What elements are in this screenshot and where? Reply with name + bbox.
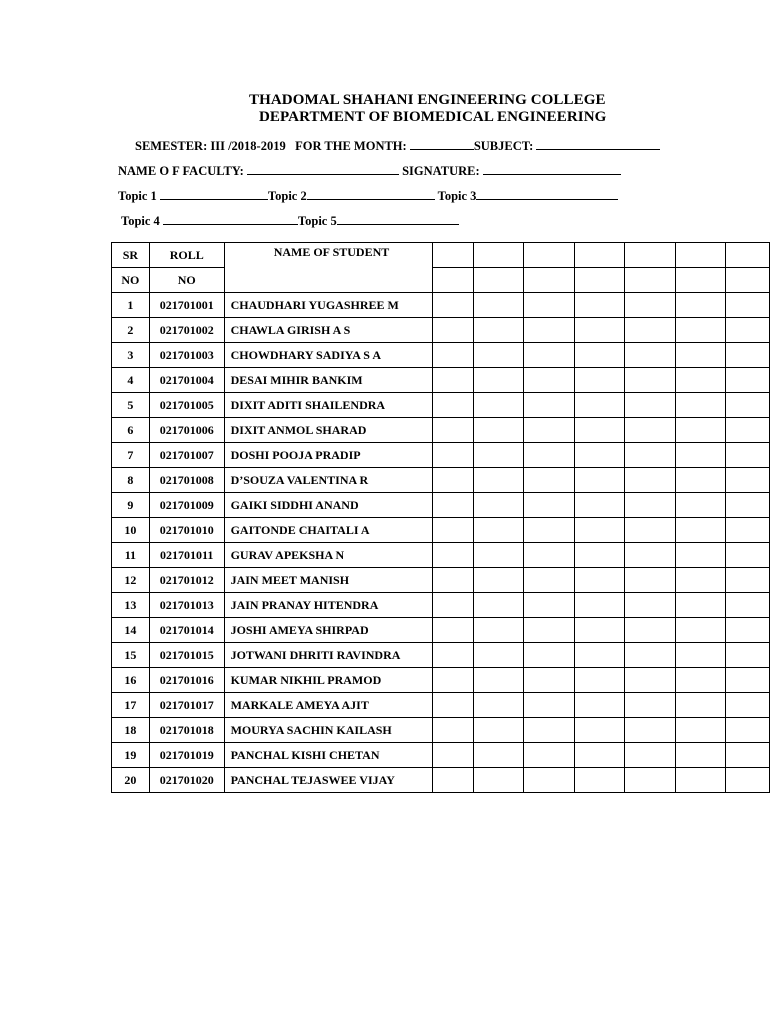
roll-no-cell: 021701010 [149,518,224,543]
table-row [112,693,770,718]
header-blank-cell [625,243,675,268]
faculty-label: NAME O F FACULTY: [118,164,244,178]
table-row [112,743,770,768]
attendance-mark-cell[interactable] [574,493,624,518]
attendance-mark-cell[interactable] [726,493,770,518]
month-label: FOR THE MONTH: [295,139,407,153]
attendance-mark-cell[interactable] [433,768,474,793]
attendance-mark-cell[interactable] [524,718,574,743]
header-blank-cell [473,243,523,268]
attendance-mark-cell[interactable] [433,693,474,718]
attendance-mark-cell[interactable] [574,368,624,393]
attendance-mark-cell[interactable] [625,768,675,793]
attendance-mark-cell[interactable] [625,568,675,593]
header-blank-cell [433,268,474,293]
attendance-mark-cell[interactable] [433,668,474,693]
roll-no-cell: 021701005 [149,393,224,418]
table-row [112,568,770,593]
attendance-mark-cell[interactable] [433,743,474,768]
attendance-mark-cell[interactable] [574,468,624,493]
roll-no-cell: 021701014 [149,618,224,643]
topic2-label: Topic 2 [267,189,307,203]
attendance-mark-cell[interactable] [625,468,675,493]
roll-no-cell: 021701020 [149,768,224,793]
attendance-mark-cell[interactable] [524,318,574,343]
signature-label: SIGNATURE: [402,164,480,178]
subject-label: SUBJECT: [473,139,534,153]
sr-cell: 19 [112,743,150,768]
roll-no-cell: 021701003 [149,343,224,368]
attendance-mark-cell[interactable] [675,643,725,668]
roll-no-cell: 021701001 [149,293,224,318]
topics-line-2 [121,212,459,229]
header-blank-cell [574,243,624,268]
attendance-mark-cell[interactable] [675,718,725,743]
attendance-mark-cell[interactable] [726,668,770,693]
attendance-mark-cell[interactable] [433,468,474,493]
attendance-mark-cell[interactable] [433,543,474,568]
table-row [112,393,770,418]
table-row [112,343,770,368]
header-blank-cell [524,268,574,293]
attendance-mark-cell[interactable] [726,343,770,368]
sr-cell: 2 [112,318,150,343]
attendance-mark-cell[interactable] [524,668,574,693]
attendance-mark-cell[interactable] [625,518,675,543]
attendance-mark-cell[interactable] [675,493,725,518]
roll-no-cell: 021701017 [149,693,224,718]
attendance-mark-cell[interactable] [524,468,574,493]
attendance-mark-cell[interactable] [433,493,474,518]
table-row [112,768,770,793]
attendance-mark-cell[interactable] [473,593,523,618]
attendance-mark-cell[interactable] [726,293,770,318]
table-row [112,418,770,443]
student-name-cell: KUMAR NIKHIL PRAMOD [224,668,433,693]
attendance-mark-cell[interactable] [473,668,523,693]
attendance-mark-cell[interactable] [675,668,725,693]
header-sr-no: NO [112,268,150,293]
attendance-mark-cell[interactable] [524,393,574,418]
attendance-mark-cell[interactable] [625,293,675,318]
header-blank-cell [726,268,770,293]
attendance-mark-cell[interactable] [675,743,725,768]
table-row [112,493,770,518]
attendance-mark-cell[interactable] [675,468,725,493]
attendance-mark-cell[interactable] [675,393,725,418]
attendance-mark-cell[interactable] [473,468,523,493]
student-name-cell: CHOWDHARY SADIYA S A [224,343,433,368]
attendance-mark-cell[interactable] [574,568,624,593]
attendance-mark-cell[interactable] [473,443,523,468]
attendance-mark-cell[interactable] [574,318,624,343]
attendance-mark-cell[interactable] [433,318,474,343]
header-blank-cell [524,243,574,268]
roll-no-cell: 021701011 [149,543,224,568]
header-roll-no: NO [149,268,224,293]
roll-no-cell: 021701013 [149,593,224,618]
roll-no-cell: 021701002 [149,318,224,343]
attendance-mark-cell[interactable] [574,343,624,368]
attendance-mark-cell[interactable] [675,618,725,643]
table-row [112,593,770,618]
header-blank-cell [574,268,624,293]
table-row [112,443,770,468]
student-name-cell: GAIKI SIDDHI ANAND [224,493,433,518]
roll-no-cell: 021701008 [149,468,224,493]
student-name-cell: DIXIT ADITI SHAILENDRA [224,393,433,418]
attendance-mark-cell[interactable] [433,293,474,318]
sr-cell: 6 [112,418,150,443]
header-blank-cell [625,268,675,293]
attendance-mark-cell[interactable] [574,668,624,693]
attendance-mark-cell[interactable] [473,643,523,668]
attendance-mark-cell[interactable] [625,493,675,518]
attendance-mark-cell[interactable] [625,543,675,568]
attendance-mark-cell[interactable] [574,768,624,793]
sr-cell: 9 [112,493,150,518]
attendance-mark-cell[interactable] [524,618,574,643]
attendance-mark-cell[interactable] [574,593,624,618]
attendance-mark-cell[interactable] [675,293,725,318]
attendance-mark-cell[interactable] [574,393,624,418]
attendance-mark-cell[interactable] [726,393,770,418]
roll-no-cell: 021701012 [149,568,224,593]
college-title: THADOMAL SHAHANI ENGINEERING COLLEGE [249,92,606,108]
attendance-mark-cell[interactable] [675,543,725,568]
sr-cell: 3 [112,343,150,368]
topic1-label: Topic 1 [118,189,157,203]
student-name-cell: GAITONDE CHAITALI A [224,518,433,543]
attendance-mark-cell[interactable] [675,443,725,468]
attendance-mark-cell[interactable] [524,293,574,318]
topic1-blank[interactable] [160,187,268,200]
student-name-cell: DOSHI POOJA PRADIP [224,443,433,468]
roll-no-cell: 021701006 [149,418,224,443]
header-blank-cell [433,243,474,268]
attendance-mark-cell[interactable] [524,643,574,668]
attendance-mark-cell[interactable] [625,393,675,418]
attendance-mark-cell[interactable] [675,693,725,718]
attendance-mark-cell[interactable] [625,718,675,743]
attendance-mark-cell[interactable] [473,318,523,343]
attendance-mark-cell[interactable] [524,493,574,518]
attendance-mark-cell[interactable] [625,693,675,718]
attendance-mark-cell[interactable] [433,718,474,743]
attendance-mark-cell[interactable] [433,418,474,443]
attendance-mark-cell[interactable] [574,693,624,718]
student-name-cell: PANCHAL TEJASWEE VIJAY [224,768,433,793]
attendance-mark-cell[interactable] [675,318,725,343]
header-blank-cell [726,243,770,268]
attendance-mark-cell[interactable] [524,443,574,468]
student-name-cell: MARKALE AMEYA AJIT [224,693,433,718]
attendance-mark-cell[interactable] [625,418,675,443]
attendance-mark-cell[interactable] [625,443,675,468]
attendance-mark-cell[interactable] [473,368,523,393]
student-name-cell: CHAWLA GIRISH A S [224,318,433,343]
sr-cell: 5 [112,393,150,418]
roll-no-cell: 021701007 [149,443,224,468]
attendance-mark-cell[interactable] [675,518,725,543]
student-name-cell: DESAI MIHIR BANKIM [224,368,433,393]
table-row [112,318,770,343]
attendance-mark-cell[interactable] [574,543,624,568]
attendance-mark-cell[interactable] [524,343,574,368]
header-blank-cell [675,243,725,268]
attendance-table [111,242,770,793]
attendance-mark-cell[interactable] [473,293,523,318]
attendance-mark-cell[interactable] [574,443,624,468]
sr-cell: 10 [112,518,150,543]
attendance-mark-cell[interactable] [473,493,523,518]
table-row [112,643,770,668]
table-header-row-1 [112,243,770,268]
sr-cell: 14 [112,618,150,643]
attendance-mark-cell[interactable] [433,443,474,468]
attendance-mark-cell[interactable] [726,743,770,768]
faculty-blank[interactable] [247,162,399,175]
sr-cell: 13 [112,593,150,618]
attendance-mark-cell[interactable] [726,318,770,343]
header-sr: SR [112,243,150,268]
header-blank-cell [473,268,523,293]
table-row [112,518,770,543]
topic5-blank[interactable] [337,212,459,225]
attendance-mark-cell[interactable] [625,593,675,618]
attendance-mark-cell[interactable] [433,393,474,418]
semester-label: SEMESTER: III /2018-2019 [135,139,286,153]
attendance-mark-cell[interactable] [625,343,675,368]
sr-cell: 12 [112,568,150,593]
semester-line [135,137,660,154]
attendance-mark-cell[interactable] [433,593,474,618]
table-row [112,618,770,643]
table-row [112,668,770,693]
topic5-label: Topic 5 [297,214,337,228]
attendance-mark-cell[interactable] [473,418,523,443]
student-name-cell: GURAV APEKSHA N [224,543,433,568]
attendance-mark-cell[interactable] [433,368,474,393]
attendance-mark-cell[interactable] [433,518,474,543]
attendance-mark-cell[interactable] [726,693,770,718]
attendance-mark-cell[interactable] [574,743,624,768]
attendance-mark-cell[interactable] [473,618,523,643]
attendance-mark-cell[interactable] [625,368,675,393]
sr-cell: 8 [112,468,150,493]
subject-blank[interactable] [536,137,660,150]
attendance-mark-cell[interactable] [726,468,770,493]
roll-no-cell: 021701018 [149,718,224,743]
roll-no-cell: 021701015 [149,643,224,668]
attendance-mark-cell[interactable] [625,318,675,343]
table-row [112,543,770,568]
topic2-blank[interactable] [307,187,435,200]
roll-no-cell: 021701004 [149,368,224,393]
attendance-mark-cell[interactable] [726,418,770,443]
attendance-mark-cell[interactable] [675,343,725,368]
attendance-mark-cell[interactable] [726,618,770,643]
sr-cell: 7 [112,443,150,468]
attendance-mark-cell[interactable] [473,393,523,418]
sr-cell: 15 [112,643,150,668]
attendance-mark-cell[interactable] [473,543,523,568]
table-row [112,468,770,493]
attendance-mark-cell[interactable] [473,768,523,793]
roll-no-cell: 021701016 [149,668,224,693]
attendance-mark-cell[interactable] [625,618,675,643]
sr-cell: 18 [112,718,150,743]
attendance-mark-cell[interactable] [433,343,474,368]
attendance-mark-cell[interactable] [726,543,770,568]
attendance-mark-cell[interactable] [473,743,523,768]
student-name-cell: MOURYA SACHIN KAILASH [224,718,433,743]
topic4-blank[interactable] [163,212,298,225]
attendance-mark-cell[interactable] [726,593,770,618]
table-row [112,368,770,393]
attendance-mark-cell[interactable] [726,718,770,743]
attendance-mark-cell[interactable] [675,418,725,443]
attendance-mark-cell[interactable] [726,568,770,593]
attendance-mark-cell[interactable] [726,518,770,543]
attendance-mark-cell[interactable] [726,443,770,468]
attendance-mark-cell[interactable] [675,368,725,393]
topics-line-1 [118,187,618,204]
attendance-mark-cell[interactable] [625,643,675,668]
attendance-mark-cell[interactable] [574,518,624,543]
table-header-row-2 [112,268,770,293]
attendance-mark-cell[interactable] [726,643,770,668]
header-name-of-student: NAME OF STUDENT [224,243,433,293]
attendance-mark-cell[interactable] [473,718,523,743]
student-name-cell: JAIN MEET MANISH [224,568,433,593]
sr-cell: 17 [112,693,150,718]
attendance-mark-cell[interactable] [473,568,523,593]
attendance-mark-cell[interactable] [574,418,624,443]
table-row [112,293,770,318]
attendance-mark-cell[interactable] [574,618,624,643]
topic3-label: Topic 3 [437,189,477,203]
attendance-mark-cell[interactable] [524,743,574,768]
attendance-mark-cell[interactable] [524,418,574,443]
attendance-mark-cell[interactable] [625,743,675,768]
department-title: DEPARTMENT OF BIOMEDICAL ENGINEERING [259,109,607,125]
sr-cell: 20 [112,768,150,793]
attendance-mark-cell[interactable] [524,543,574,568]
student-name-cell: JAIN PRANAY HITENDRA [224,593,433,618]
month-blank[interactable] [410,137,474,150]
header-blank-cell [675,268,725,293]
sr-cell: 16 [112,668,150,693]
topic4-label: Topic 4 [121,214,160,228]
attendance-mark-cell[interactable] [675,593,725,618]
attendance-mark-cell[interactable] [675,768,725,793]
student-name-cell: D’SOUZA VALENTINA R [224,468,433,493]
signature-blank[interactable] [483,162,621,175]
attendance-mark-cell[interactable] [524,518,574,543]
attendance-mark-cell[interactable] [524,593,574,618]
sr-cell: 1 [112,293,150,318]
attendance-mark-cell[interactable] [473,343,523,368]
student-name-cell: PANCHAL KISHI CHETAN [224,743,433,768]
attendance-mark-cell[interactable] [726,768,770,793]
attendance-mark-cell[interactable] [675,568,725,593]
attendance-mark-cell[interactable] [574,718,624,743]
attendance-mark-cell[interactable] [574,293,624,318]
roll-no-cell: 021701019 [149,743,224,768]
roll-no-cell: 021701009 [149,493,224,518]
topic3-blank[interactable] [476,187,618,200]
table-row [112,718,770,743]
sr-cell: 4 [112,368,150,393]
faculty-line [118,162,621,179]
attendance-mark-cell[interactable] [574,643,624,668]
student-name-cell: JOSHI AMEYA SHIRPAD [224,618,433,643]
attendance-mark-cell[interactable] [524,693,574,718]
attendance-mark-cell[interactable] [625,668,675,693]
student-name-cell: JOTWANI DHRITI RAVINDRA [224,643,433,668]
student-name-cell: DIXIT ANMOL SHARAD [224,418,433,443]
student-name-cell: CHAUDHARI YUGASHREE M [224,293,433,318]
attendance-mark-cell[interactable] [433,643,474,668]
sr-cell: 11 [112,543,150,568]
header-roll: ROLL [149,243,224,268]
attendance-mark-cell[interactable] [433,568,474,593]
attendance-mark-cell[interactable] [473,518,523,543]
attendance-mark-cell[interactable] [524,768,574,793]
attendance-mark-cell[interactable] [524,568,574,593]
attendance-mark-cell[interactable] [433,618,474,643]
attendance-mark-cell[interactable] [473,693,523,718]
attendance-mark-cell[interactable] [726,368,770,393]
attendance-mark-cell[interactable] [524,368,574,393]
